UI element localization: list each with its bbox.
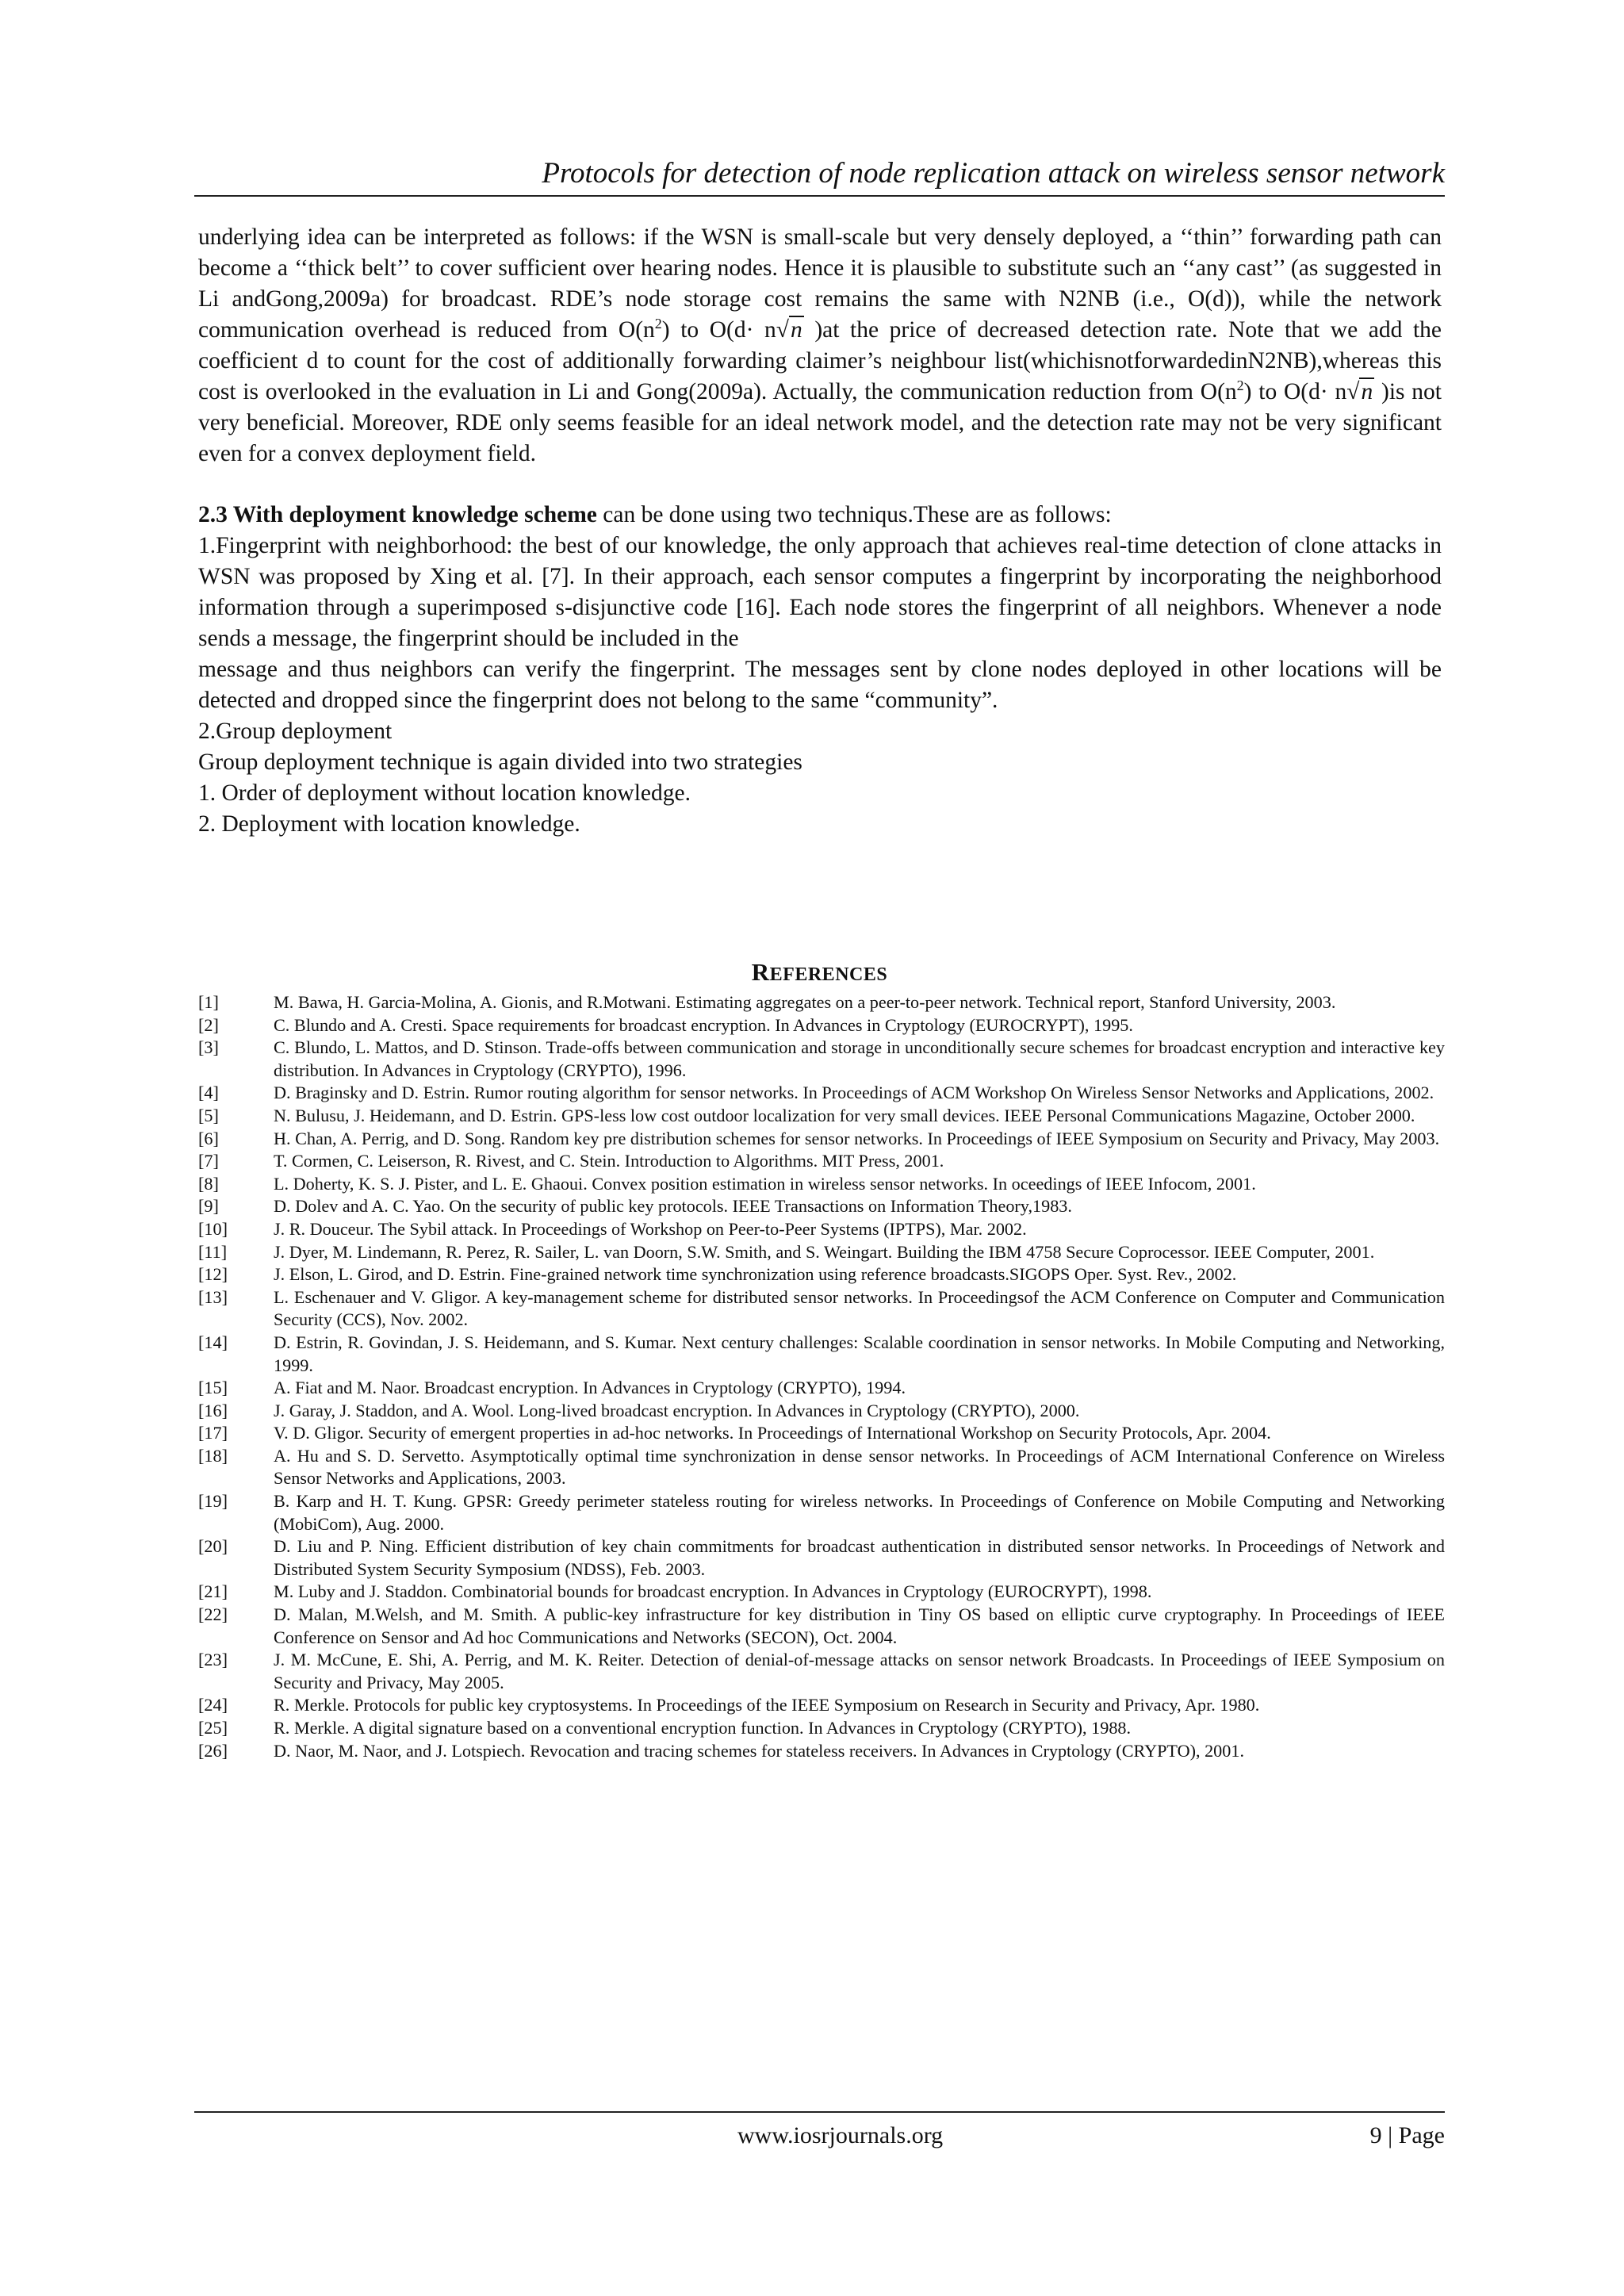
reference-number: [15] [198, 1378, 228, 1398]
reference-number: [5] [198, 1105, 219, 1125]
reference-text: J. Dyer, M. Lindemann, R. Perez, R. Sailer, L. van Doorn, S.W. Smith, and S. Weingart. Building the IBM 4758 Secure Coprocessor. IEEE Computer, 2001. [274, 1241, 1375, 1262]
superscript: 2 [1236, 378, 1244, 394]
reference-item [198, 1241, 1445, 1264]
reference-number: [17] [198, 1423, 228, 1443]
running-title: Protocols for detection of node replication attack on wireless sensor network [542, 157, 1445, 190]
text-segment: )is not very beneficial. Moreover, RDE only seems feasible for an ideal network model, and the detection rate may not be very significant even for a convex deployment field. [198, 379, 1442, 466]
reference-item [198, 1195, 1445, 1218]
reference-text: A. Fiat and M. Naor. Broadcast encryption. In Advances in Cryptology (CRYPTO), 1994. [274, 1378, 906, 1398]
reference-text: C. Blundo and A. Cresti. Space requirements for broadcast encryption. In Advances in Cryptology (EUROCRYPT), 1995. [274, 1014, 1133, 1035]
reference-number: [7] [198, 1151, 219, 1171]
strategy-2-line: 2. Deployment with location knowledge. [198, 811, 580, 837]
reference-number: [8] [198, 1173, 219, 1194]
reference-number: [2] [198, 1014, 219, 1035]
strategy-1-line: 1. Order of deployment without location knowledge. [198, 780, 691, 806]
reference-item [198, 1581, 1445, 1604]
reference-text: J. R. Douceur. The Sybil attack. In Proceedings of Workshop on Peer-to-Peer Systems (IPTPS), Mar. 2002. [274, 1218, 1027, 1239]
reference-item [198, 1400, 1445, 1423]
reference-text: R. Merkle. Protocols for public key cryptosystems. In Proceedings of the IEEE Symposium on Research in Security and Privacy, Apr. 1980. [274, 1695, 1260, 1715]
reference-text: C. Blundo, L. Mattos, and D. Stinson. Trade-offs between communication and storage in unconditionally secure schemes for broadcast encryption and interactive key distribution. In Advances in Cryptology (CRYPTO), 1996. [274, 1037, 1445, 1080]
reference-item [198, 1037, 1445, 1082]
reference-list [198, 991, 1445, 1762]
reference-item [198, 1740, 1445, 1763]
reference-number: [10] [198, 1218, 228, 1239]
reference-text: A. Hu and S. D. Servetto. Asymptotically optimal time synchronization in dense sensor networks. In Proceedings of ACM International Conference on Wireless Sensor Networks and Applications, 2003. [274, 1445, 1445, 1489]
reference-number: [23] [198, 1650, 228, 1670]
text-segment: underlying idea can be interpreted as follows: if the WSN is small-scale but very densely deployed, a ‘‘thin’’ forwarding path can become a ‘‘thick belt’’ to cover sufficient over hearing nodes. Hence it is plausible to substitute such an ‘‘any cast’’ (as suggested in Li andGong,2009a) for broadcast. RDE’s node storage cost remains the same with N2NB (i.e., O(d)), while the network communication overhead is reduced from O(n [198, 224, 1442, 343]
text-segment: ) to O(d· n [661, 317, 776, 343]
reference-text: D. Malan, M.Welsh, and M. Smith. A public-key infrastructure for key distribution in Tiny OS based on elliptic curve cryptography. In Proceedings of IEEE Conference on Sensor and Ad hoc Communications and Networks (SECON), Oct. 2004. [274, 1604, 1445, 1647]
reference-item [198, 1649, 1445, 1694]
group-deployment-line: 2.Group deployment [198, 719, 393, 744]
reference-item [198, 1014, 1445, 1037]
reference-text: V. D. Gligor. Security of emergent properties in ad-hoc networks. In Proceedings of International Workshop on Security Protocols, Apr. 2004. [274, 1423, 1271, 1443]
reference-number: [24] [198, 1695, 228, 1715]
paragraph-rde [198, 222, 1442, 470]
heading-initial: R [751, 958, 770, 986]
footer-rule [194, 2111, 1445, 2113]
section-intro: can be done using two techniqus.These are as follows: [596, 502, 1112, 527]
reference-number: [6] [198, 1128, 219, 1148]
reference-item [198, 1173, 1445, 1196]
reference-text: H. Chan, A. Perrig, and D. Song. Random key pre distribution schemes for sensor networks. In Proceedings of IEEE Symposium on Security and Privacy, May 2003. [274, 1128, 1440, 1148]
body-text [198, 222, 1442, 840]
reference-text: D. Liu and P. Ning. Efficient distribution of key chain commitments for broadcast authentication in distributed sensor networks. In Proceedings of Network and Distributed System Security Symposium (NDSS), Feb. 2003. [274, 1536, 1445, 1579]
reference-text: J. M. McCune, E. Shi, A. Perrig, and M. K. Reiter. Detection of denial-of-message attacks on sensor network Broadcasts. In Proceedings of IEEE Symposium on Security and Privacy, May 2005. [274, 1650, 1445, 1692]
heading-rest: EFERENCES [769, 964, 888, 985]
reference-item [198, 1377, 1445, 1400]
square-root-symbol: √n [776, 317, 802, 343]
paragraph-message: message and thus neighbors can verify the fingerprint. The messages sent by clone nodes deployed in other locations will be detected and dropped since the fingerprint does not belong to the same “community”. [198, 657, 1442, 713]
reference-item [198, 1604, 1445, 1649]
reference-number: [12] [198, 1264, 228, 1285]
section-heading-line [198, 500, 1442, 531]
square-root-symbol: √n [1346, 379, 1373, 404]
reference-number: [14] [198, 1332, 228, 1352]
reference-text: N. Bulusu, J. Heidemann, and D. Estrin. GPS-less low cost outdoor localization for very small devices. IEEE Personal Communications Magazine, October 2000. [274, 1105, 1415, 1125]
reference-item [198, 1218, 1445, 1241]
reference-item [198, 1128, 1445, 1151]
references-heading [194, 958, 1445, 987]
reference-number: [9] [198, 1196, 219, 1217]
reference-item [198, 1490, 1445, 1535]
reference-text: D. Dolev and A. C. Yao. On the security of public key protocols. IEEE Transactions on Information Theory,1983. [274, 1196, 1072, 1217]
radicand: n [1361, 379, 1373, 404]
reference-text: D. Braginsky and D. Estrin. Rumor routing algorithm for sensor networks. In Proceedings of ACM Workshop On Wireless Sensor Networks and Applications, 2002. [274, 1083, 1434, 1103]
paragraph-gap [198, 470, 1442, 500]
reference-number: [25] [198, 1718, 228, 1738]
reference-text: J. Elson, L. Girod, and D. Estrin. Fine-grained network time synchronization using reference broadcasts.SIGOPS Oper. Syst. Rev., 2002. [274, 1264, 1237, 1285]
reference-item [198, 1717, 1445, 1740]
reference-text: B. Karp and H. T. Kung. GPSR: Greedy perimeter stateless routing for wireless networks. In Proceedings of Conference on Mobile Computing and Networking (MobiCom), Aug. 2000. [274, 1491, 1445, 1534]
reference-text: L. Doherty, K. S. J. Pister, and L. E. Ghaoui. Convex position estimation in wireless sensor networks. In oceedings of IEEE Infocom, 2001. [274, 1173, 1256, 1194]
reference-number: [1] [198, 992, 219, 1012]
reference-text: R. Merkle. A digital signature based on a conventional encryption function. In Advances in Cryptology (CRYPTO), 1988. [274, 1718, 1132, 1738]
reference-number: [21] [198, 1581, 228, 1602]
reference-number: [4] [198, 1083, 219, 1103]
reference-text: L. Eschenauer and V. Gligor. A key-management scheme for distributed sensor networks. In Proceedingsof the ACM Conference on Computer and Communication Security (CCS), Nov. 2002. [274, 1286, 1445, 1330]
text-segment: ) to O(d· n [1243, 379, 1347, 404]
reference-item [198, 1332, 1445, 1377]
section-heading: 2.3 With deployment knowledge scheme [198, 502, 597, 527]
reference-item [198, 1535, 1445, 1581]
reference-item [198, 1150, 1445, 1173]
reference-item [198, 1286, 1445, 1332]
reference-text: D. Estrin, R. Govindan, J. S. Heidemann, and S. Kumar. Next century challenges: Scalable coordination in sensor networks. In Mobile Computing and Networking, 1999. [274, 1332, 1445, 1375]
reference-number: [11] [198, 1241, 228, 1262]
header-rule [194, 195, 1445, 197]
radicand: n [790, 317, 802, 343]
reference-item [198, 1105, 1445, 1128]
superscript: 2 [654, 316, 662, 332]
reference-item [198, 991, 1445, 1014]
reference-number: [26] [198, 1740, 228, 1761]
reference-number: [16] [198, 1400, 228, 1420]
paragraph-fingerprint: 1.Fingerprint with neighborhood: the best of our knowledge, the only approach that achieves real-time detection of clone attacks in WSN was proposed by Xing et al. [7]. In their approach, each sensor computes a fingerprint by incorporating the neighborhood information through a superimposed s-disjunctive code [16]. Each node stores the fingerprint of all neighbors. Whenever a node sends a message, the fingerprint should be included in the [198, 533, 1442, 651]
reference-number: [22] [198, 1604, 228, 1625]
reference-number: [19] [198, 1491, 228, 1512]
reference-text: M. Bawa, H. Garcia-Molina, A. Gionis, and R.Motwani. Estimating aggregates on a peer-to-peer network. Technical report, Stanford University, 2003. [274, 992, 1336, 1012]
reference-item [198, 1694, 1445, 1717]
reference-text: D. Naor, M. Naor, and J. Lotspiech. Revocation and tracing schemes for stateless receivers. In Advances in Cryptology (CRYPTO), 2001. [274, 1740, 1245, 1761]
reference-number: [13] [198, 1286, 228, 1307]
page-number: 9 | Page [1369, 2122, 1445, 2148]
reference-number: [18] [198, 1445, 228, 1466]
reference-text: M. Luby and J. Staddon. Combinatorial bounds for broadcast encryption. In Advances in Cryptology (EUROCRYPT), 1998. [274, 1581, 1152, 1602]
reference-item [198, 1082, 1445, 1105]
reference-item [198, 1445, 1445, 1490]
reference-number: [20] [198, 1536, 228, 1557]
strategies-line: Group deployment technique is again divided into two strategies [198, 749, 802, 775]
reference-text: T. Cormen, C. Leiserson, R. Rivest, and C. Stein. Introduction to Algorithms. MIT Press, 2001. [274, 1151, 944, 1171]
reference-number: [3] [198, 1037, 219, 1058]
text-segment: )at the price of decreased detection rate. Note that we add the coefficient d to count for the cost of additionally forwarding claimer’s neighbour list(whichisnotforwardedinN2NB),whereas this cost is overlooked in the evaluation in Li and Gong(2009a). Actually, the communication reduction from O(n [198, 317, 1442, 404]
journal-website: www.iosrjournals.org [737, 2122, 944, 2148]
reference-item [198, 1263, 1445, 1286]
reference-text: J. Garay, J. Staddon, and A. Wool. Long-lived broadcast encryption. In Advances in Cryptology (CRYPTO), 2000. [274, 1400, 1080, 1420]
reference-item [198, 1422, 1445, 1445]
